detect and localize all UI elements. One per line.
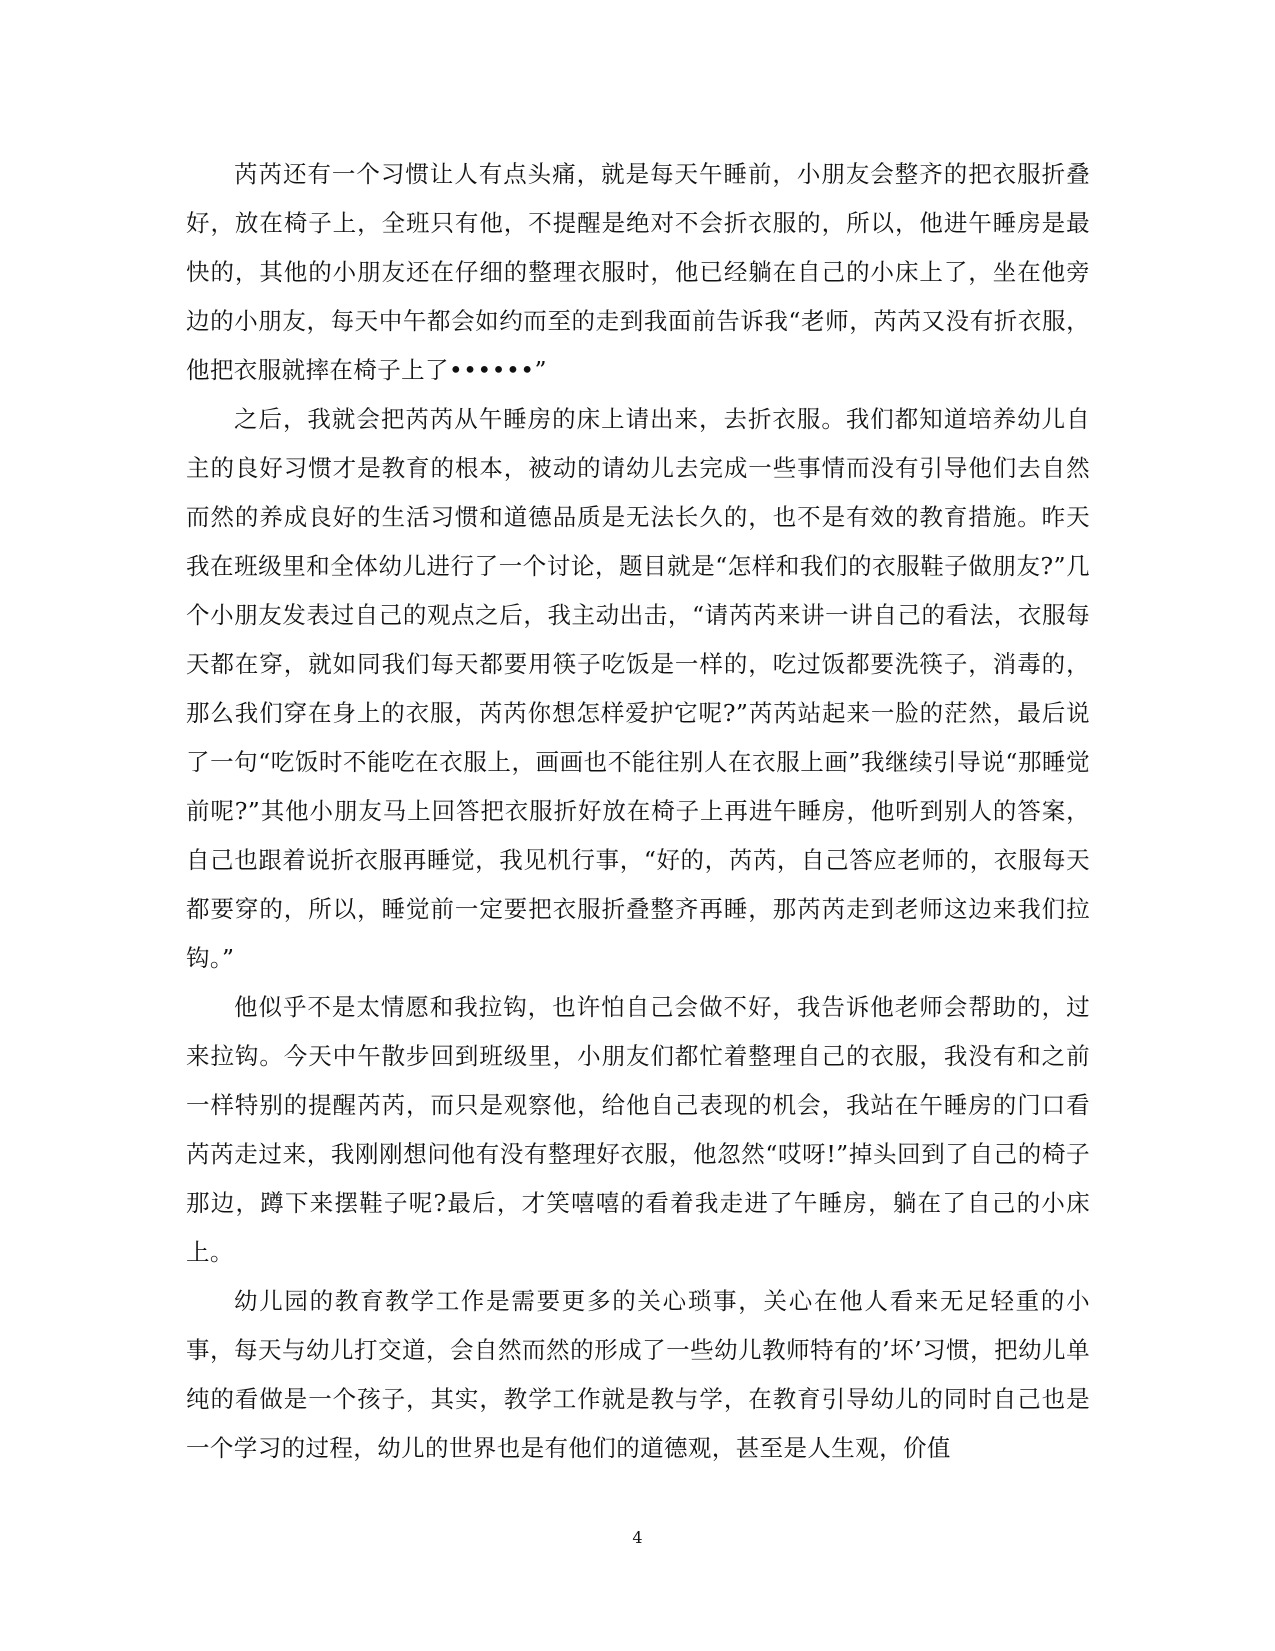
paragraph-4: 幼儿园的教育教学工作是需要更多的关心琐事，关心在他人看来无足轻重的小事，每天与幼儿打交道，会自然而然的形成了一些幼儿教师特有的’坏’习惯，把幼儿单纯的看做是一个孩子，其实，教学工作就是教与学，在教育引导幼儿的同时自己也是一个学习的过程，幼儿的世界也是有他们的道德观，甚至是人生观，价值 bbox=[186, 1287, 1090, 1462]
page-number: 4 bbox=[632, 1528, 643, 1547]
body-text bbox=[186, 150, 1090, 1473]
paragraph-3: 他似乎不是太情愿和我拉钩，也许怕自己会做不好，我告诉他老师会帮助的，过来拉钩。今天中午散步回到班级里，小朋友们都忙着整理自己的衣服，我没有和之前一样特别的提醒芮芮，而只是观察他，给他自己表现的机会，我站在午睡房的门口看芮芮走过来，我刚刚想问他有没有整理好衣服，他忽然“哎呀!”掉头回到了自己的椅子那边，蹲下来摆鞋子呢?最后，才笑嘻嘻的看着我走进了午睡房，躺在了自己的小床上。 bbox=[186, 993, 1090, 1266]
paragraph-1: 芮芮还有一个习惯让人有点头痛，就是每天午睡前，小朋友会整齐的把衣服折叠好，放在椅子上，全班只有他，不提醒是绝对不会折衣服的，所以，他进午睡房是最快的，其他的小朋友还在仔细的整理衣服时，他已经躺在自己的小床上了，坐在他旁边的小朋友，每天中午都会如约而至的走到我面前告诉我“老师，芮芮又没有折衣服，他把衣服就摔在椅子上了••••••” bbox=[186, 160, 1090, 384]
paragraph-2: 之后，我就会把芮芮从午睡房的床上请出来，去折衣服。我们都知道培养幼儿自主的良好习惯才是教育的根本，被动的请幼儿去完成一些事情而没有引导他们去自然而然的养成良好的生活习惯和道德品质是无法长久的，也不是有效的教育措施。昨天我在班级里和全体幼儿进行了一个讨论，题目就是“怎样和我们的衣服鞋子做朋友?”几个小朋友发表过自己的观点之后，我主动出击，“请芮芮来讲一讲自己的看法，衣服每天都在穿，就如同我们每天都要用筷子吃饭是一样的，吃过饭都要洗筷子，消毒的，那么我们穿在身上的衣服，芮芮你想怎样爱护它呢?”芮芮站起来一脸的茫然，最后说了一句“吃饭时不能吃在衣服上，画画也不能往别人在衣服上画”我继续引导说“那睡觉前呢?”其他小朋友马上回答把衣服折好放在椅子上再进午睡房，他听到别人的答案，自己也跟着说折衣服再睡觉，我见机行事，“好的，芮芮，自己答应老师的，衣服每天都要穿的，所以，睡觉前一定要把衣服折叠整齐再睡，那芮芮走到老师这边来我们拉钩。” bbox=[186, 405, 1090, 972]
